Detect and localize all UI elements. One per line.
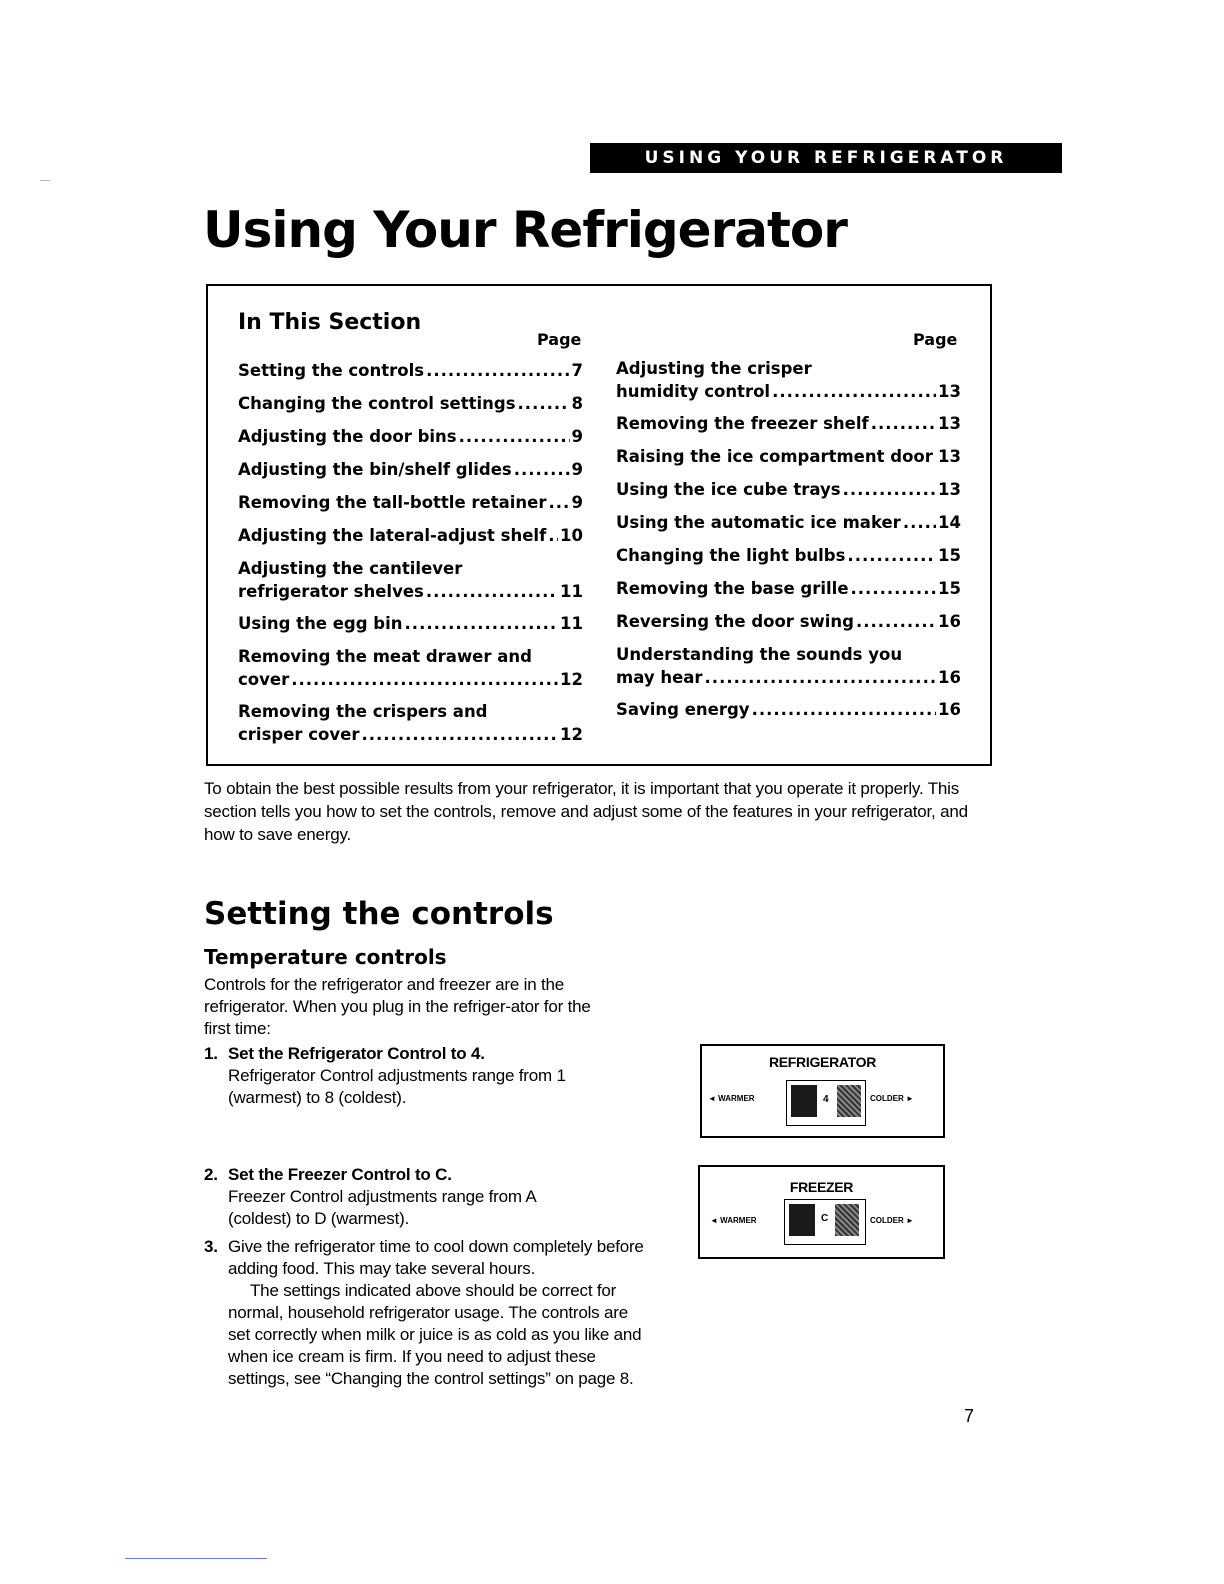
page-title: Using Your Refrigerator (203, 201, 847, 259)
toc-entry-title: cover (238, 670, 290, 689)
step-1-number: 1. (204, 1044, 218, 1063)
toc-dot-leader (459, 425, 570, 448)
toc-dot-leader (843, 478, 936, 501)
toc-entry (238, 612, 583, 635)
toc-dot-leader (903, 511, 936, 534)
refrigerator-control-panel (700, 1044, 945, 1138)
toc-entry-title-line: Removing the crispers and (238, 702, 488, 721)
toc-entry-page: 13 (938, 382, 961, 401)
toc-dot-leader (426, 359, 569, 382)
toc-entry-page: 8 (571, 394, 583, 413)
toc-dot-leader (851, 577, 937, 600)
toc-entry (238, 491, 583, 514)
freezer-setting-value: C (821, 1213, 829, 1224)
toc-entry-page: 12 (560, 670, 583, 689)
toc-entry-title: Adjusting the bin/shelf glides (238, 460, 512, 479)
toc-entry (616, 478, 961, 501)
freezer-slider-knob-right (835, 1204, 859, 1236)
toc-entry (616, 511, 961, 534)
freezer-control-panel (698, 1165, 945, 1259)
freezer-slider-knob-left (789, 1204, 815, 1236)
toc-heading: In This Section (238, 310, 422, 335)
toc-entry-title: Changing the control settings (238, 394, 516, 413)
toc-dot-leader (291, 668, 558, 691)
step-2-number: 2. (204, 1165, 218, 1184)
toc-entry-page: 13 (938, 447, 961, 466)
step-3-number: 3. (204, 1237, 218, 1256)
toc-dot-leader (514, 458, 570, 481)
toc-entry-title: Setting the controls (238, 361, 425, 380)
toc-dot-leader (871, 412, 936, 435)
toc-dot-leader (935, 445, 936, 468)
toc-entry-page: 11 (560, 582, 583, 601)
toc-entry-page: 7 (571, 361, 583, 380)
stray-mark (40, 180, 50, 181)
toc-dot-leader (847, 544, 936, 567)
toc-entry-page: 13 (938, 414, 961, 433)
step-3-text: Give the refrigerator time to cool down completely before adding food. This may take several hours. (228, 1237, 644, 1278)
toc-entry (616, 698, 961, 721)
toc-entry-title-line: Understanding the sounds you (616, 645, 903, 664)
toc-entry-page: 11 (560, 614, 583, 633)
toc-entry-title-line: Adjusting the crisper (616, 359, 812, 378)
toc-dot-leader (752, 698, 936, 721)
toc-dot-leader (772, 380, 936, 403)
toc-entry-title-line: Adjusting the cantilever (238, 559, 463, 578)
refrigerator-warmer-label: ◄ WARMER (708, 1094, 755, 1103)
toc-entry-title: Raising the ice compartment door (616, 447, 933, 466)
toc-entry-title: Removing the base grille (616, 579, 849, 598)
footer-line (125, 1558, 267, 1559)
toc-entry (616, 610, 961, 633)
toc-entry-title: Reversing the door swing (616, 612, 854, 631)
refrigerator-colder-label: COLDER ► (870, 1094, 914, 1103)
toc-entry-title: may hear (616, 668, 703, 687)
toc-right-column (616, 357, 961, 727)
toc-entry-title: Adjusting the lateral-adjust shelf (238, 526, 547, 545)
freezer-slider[interactable] (784, 1199, 866, 1245)
refrigerator-slider[interactable] (786, 1080, 866, 1126)
toc-entry-title-line: Removing the meat drawer and (238, 647, 532, 666)
toc-dot-leader (518, 392, 570, 415)
toc-entry (616, 412, 961, 435)
toc-entry (238, 700, 583, 746)
toc-entry-page: 9 (571, 460, 583, 479)
refrigerator-slider-knob-right (837, 1085, 861, 1117)
toc-left-column (238, 359, 583, 754)
toc-entry-page: 15 (938, 546, 961, 565)
toc-dot-leader (405, 612, 559, 635)
freezer-panel-title: FREEZER (789, 1179, 854, 1195)
step-2-title: Set the Freezer Control to C. (228, 1165, 452, 1184)
step-1-text: Refrigerator Control adjustments range from 1 (warmest) to 8 (coldest). (228, 1066, 566, 1107)
toc-entry-page: 9 (571, 493, 583, 512)
toc-entry-page: 16 (938, 668, 961, 687)
toc-entry (238, 392, 583, 415)
toc-entry (616, 643, 961, 689)
toc-entry-title: Removing the freezer shelf (616, 414, 869, 433)
toc-dot-leader (548, 491, 569, 514)
section-subheading: Temperature controls (204, 945, 447, 969)
intro-paragraph: To obtain the best possible results from your refrigerator, it is important that you operate it properly. This section tells you how to set the controls, remove and adjust some of the features in your refrigerator, and how to save energy. (204, 779, 968, 844)
toc-entry (616, 577, 961, 600)
page-number: 7 (964, 1406, 975, 1426)
toc-entry (616, 544, 961, 567)
toc-entry-title: Adjusting the door bins (238, 427, 457, 446)
toc-entry-title: Using the ice cube trays (616, 480, 841, 499)
toc-entry (238, 359, 583, 382)
refrigerator-panel-title: REFRIGERATOR (768, 1054, 877, 1070)
toc-entry (238, 645, 583, 691)
refrigerator-setting-value: 4 (823, 1094, 829, 1105)
toc-entry-page: 16 (938, 612, 961, 631)
toc-dot-leader (856, 610, 936, 633)
toc-dot-leader (361, 723, 558, 746)
toc-entry (238, 557, 583, 603)
toc-entry (238, 524, 583, 547)
settings-note: The settings indicated above should be correct for normal, household refrigerator usage. The controls are set correctly when milk or juice is as cold as you like and when ice cream is firm. If you need to adjust these settings, see “Changing the control settings” on page 8. (228, 1281, 642, 1388)
toc-entry-page: 10 (560, 526, 583, 545)
section-heading: Setting the controls (204, 896, 554, 932)
toc-entry-title: humidity control (616, 382, 771, 401)
toc-page-header-right: Page (913, 330, 958, 349)
toc-entry (616, 445, 961, 468)
toc-entry-page: 13 (938, 480, 961, 499)
toc-dot-leader (548, 524, 558, 547)
freezer-warmer-label: ◄ WARMER (710, 1216, 757, 1225)
toc-dot-leader (705, 666, 937, 689)
step-2-text: Freezer Control adjustments range from A (coldest) to D (warmest). (228, 1187, 536, 1228)
step-1-title: Set the Refrigerator Control to 4. (228, 1044, 485, 1063)
toc-entry-title: Saving energy (616, 700, 750, 719)
toc-entry (238, 425, 583, 448)
toc-entry-title: Changing the light bulbs (616, 546, 846, 565)
section-lead: Controls for the refrigerator and freezer are in the refrigerator. When you plug in the refriger-ator for the first time: (204, 975, 591, 1038)
toc-entry (616, 357, 961, 403)
section-banner: USING YOUR REFRIGERATOR (590, 143, 1062, 173)
toc-entry-page: 15 (938, 579, 961, 598)
toc-entry-title: Using the egg bin (238, 614, 403, 633)
refrigerator-slider-knob-left (791, 1085, 817, 1117)
toc-entry-title: crisper cover (238, 725, 360, 744)
toc-dot-leader (426, 580, 558, 603)
freezer-colder-label: COLDER ► (870, 1216, 914, 1225)
toc-entry-page: 9 (571, 427, 583, 446)
toc-entry-page: 14 (938, 513, 961, 532)
toc-entry-title: refrigerator shelves (238, 582, 424, 601)
toc-entry-page: 12 (560, 725, 583, 744)
toc-entry-title: Removing the tall-bottle retainer (238, 493, 547, 512)
toc-entry-page: 16 (938, 700, 961, 719)
toc-entry-title: Using the automatic ice maker (616, 513, 901, 532)
toc-entry (238, 458, 583, 481)
toc-page-header-left: Page (537, 330, 582, 349)
